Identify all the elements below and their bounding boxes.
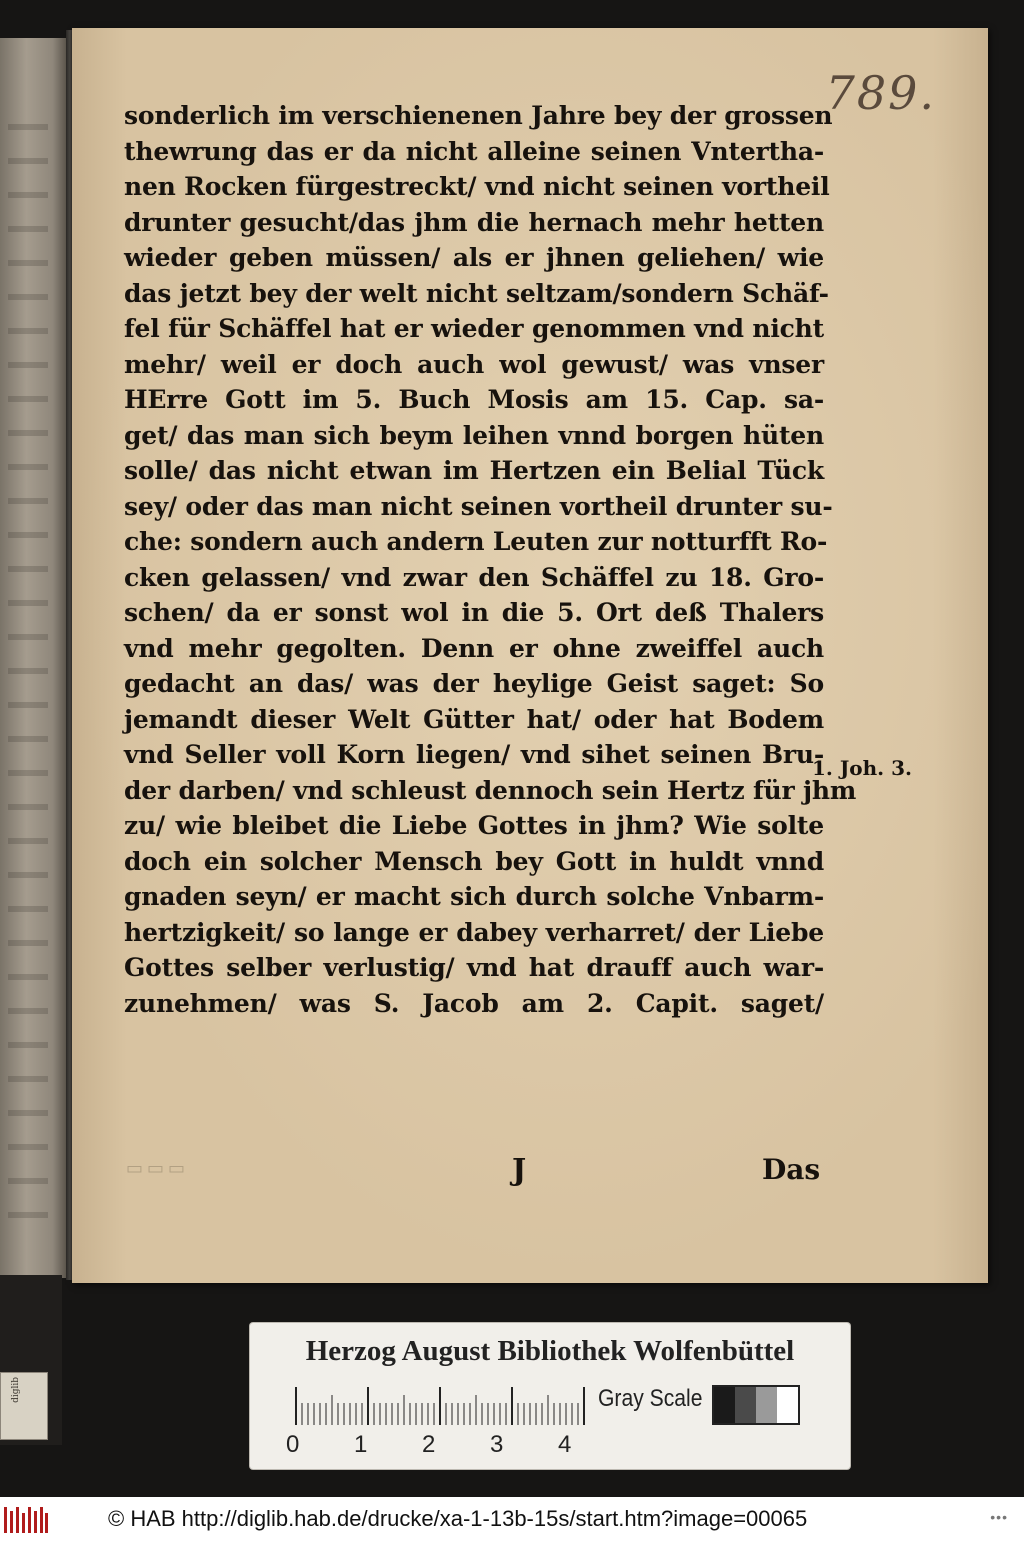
hab-logo-icon [4, 1505, 48, 1535]
signature-mark: J [512, 1153, 527, 1188]
footer-bar [0, 1497, 1024, 1543]
ruler-scale [294, 1385, 590, 1429]
more-options-icon[interactable]: ••• [990, 1509, 1008, 1525]
text-line: drunter gesucht/das jhm die hernach mehr hetten [124, 207, 824, 237]
ghost-stamp-mark: ▭▭▭ [126, 1158, 190, 1179]
ruler-number: 4 [558, 1431, 572, 1458]
text-line: zunehmen/ was S. Jacob am 2. Capit. saget/ [124, 988, 824, 1018]
text-line: gedacht an das/ was der heylige Geist saget: So [124, 669, 824, 698]
text-line: jemandt dieser Welt Gütter hat/ oder hat Bodem [124, 704, 824, 734]
text-line: fel für Schäffel hat er wieder genommen vnd nicht [124, 314, 824, 343]
folio-number: 789. [825, 66, 936, 120]
catchword: Das [762, 1153, 821, 1186]
text-line: cken gelassen/ vnd zwar den Schäffel zu 18. Gro- [124, 562, 824, 592]
text-line: che: sondern auch andern Leuten zur notturfft Ro- [124, 527, 828, 556]
gray-scale-swatches [712, 1385, 800, 1425]
text-line: zu/ wie bleibet die Liebe Gottes in jhm? Wie solte [124, 811, 824, 840]
text-line: HErre Gott im 5. Buch Mosis am 15. Cap. sa- [124, 385, 824, 414]
ruler-number: 0 [286, 1431, 300, 1458]
text-line: das jetzt bey der welt nicht seltzam/sondern Schäf- [124, 278, 829, 308]
ruler-number: 2 [422, 1431, 436, 1458]
gray-scale-label: Gray Scale [598, 1385, 703, 1412]
text-line: vnd Seller voll Korn liegen/ vnd sihet seinen Bru- [124, 740, 824, 769]
ruler-numbers [286, 1431, 626, 1461]
library-color-label [250, 1323, 850, 1469]
text-line: vnd mehr gegolten. Denn er ohne zweiffel auch [124, 633, 824, 663]
text-line: nen Rocken fürgestreckt/ vnd nicht seinen vortheil [124, 172, 830, 201]
ruler-number: 3 [490, 1431, 504, 1458]
text-line: wieder geben müssen/ als er jhnen geliehen/ wie [124, 243, 824, 272]
gray-swatch [735, 1387, 756, 1423]
text-line: sonderlich im verschienenen Jahre bey der grossen [124, 101, 833, 130]
text-line: schen/ da er sonst wol in die 5. Ort deß Thalers [124, 598, 824, 627]
text-line: Gottes selber verlustig/ vnd hat drauff auch war- [124, 953, 824, 982]
document-page [72, 28, 988, 1283]
gray-swatch [714, 1387, 735, 1423]
text-line: der darben/ vnd schleust dennoch sein Hertz für jhm [124, 775, 857, 805]
copyright-url[interactable]: © HAB http://diglib.hab.de/drucke/xa-1-13b-15s/start.htm?image=00065 [108, 1506, 808, 1531]
marginal-note: 1. Joh. 3. [812, 756, 912, 780]
text-line: doch ein solcher Mensch bey Gott in huldt vnnd [124, 846, 824, 876]
library-name: Herzog August Bibliothek Wolfenbüttel [305, 1335, 795, 1367]
left-shelf-label [0, 1372, 48, 1440]
left-shelf-label-text: diglib [11, 1377, 21, 1403]
gray-swatch [756, 1387, 777, 1423]
gray-swatch [777, 1387, 798, 1423]
body-text [124, 98, 857, 1021]
text-line: hertzigkeit/ so lange er dabey verharret/ der Liebe [124, 917, 824, 947]
text-line: mehr/ weil er doch auch wol gewust/ was vnser [124, 349, 824, 379]
text-line: solle/ das nicht etwan im Hertzen ein Belial Tück [124, 456, 824, 485]
text-line: gnaden seyn/ er macht sich durch solche Vnbarm- [124, 882, 824, 911]
text-line: get/ das man sich beym leihen vnnd borgen hüten [124, 420, 824, 450]
text-line: sey/ oder das man nicht seinen vortheil drunter su- [124, 491, 833, 521]
left-page-edge [0, 38, 66, 1278]
left-page-text-ghost [8, 118, 48, 1218]
text-line: thewrung das er da nicht alleine seinen Vntertha- [124, 136, 824, 166]
ruler-number: 1 [354, 1431, 368, 1458]
